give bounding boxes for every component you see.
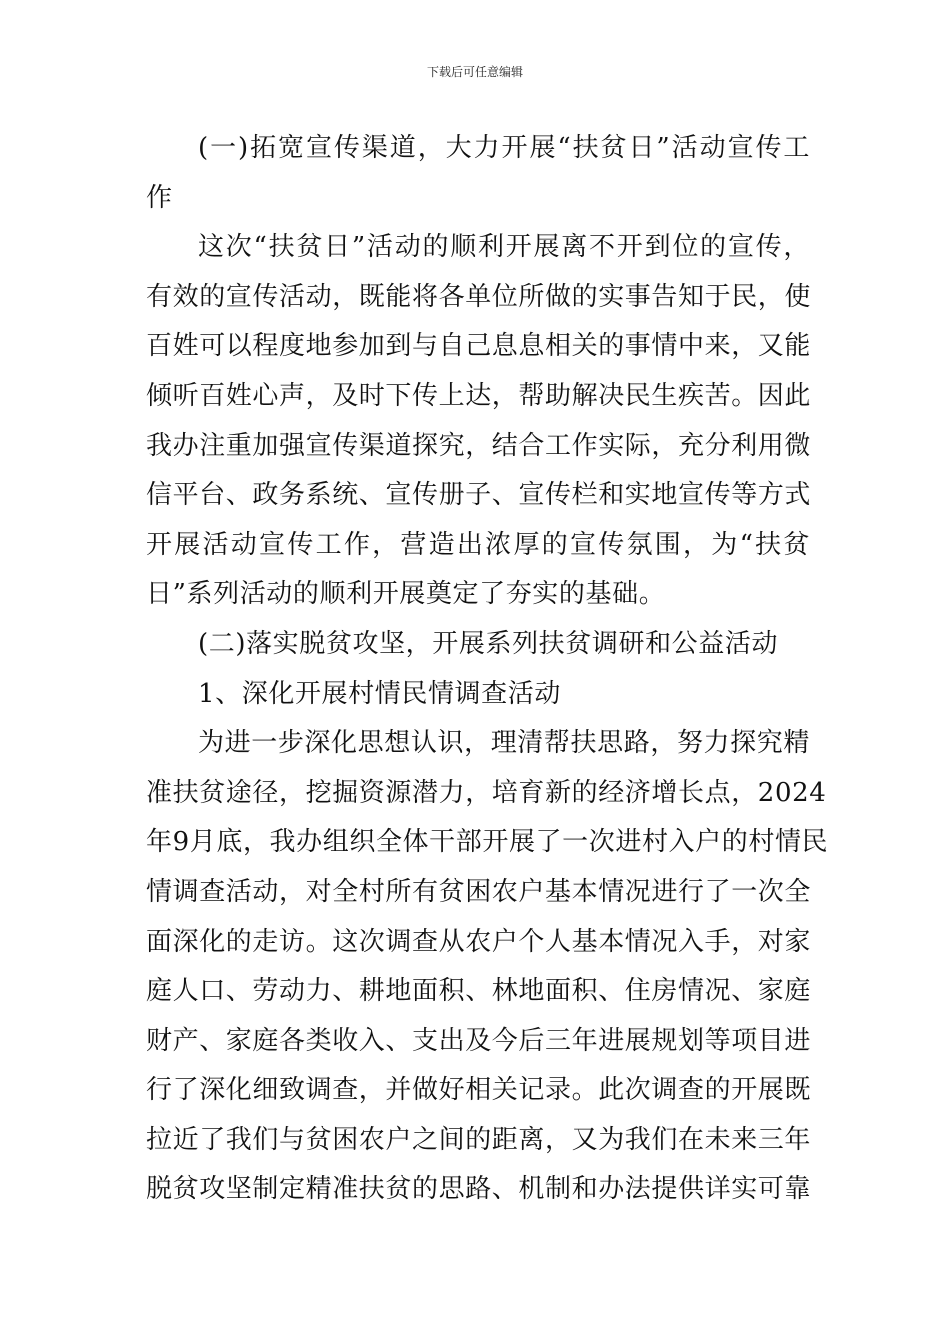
document-body: [146, 124, 829, 1215]
paragraph-2-line-2: 准扶贫途径，挖掘资源潜力，培育新的经济增长点，2024: [146, 777, 827, 808]
paragraph-2-line-4: 情调查活动，对全村所有贫困农户基本情况进行了一次全: [146, 876, 812, 907]
paragraph-1-line-1: 这次“扶贫日”活动的顺利开展离不开到位的宣传，: [198, 232, 810, 263]
subsection-heading-1: 1、深化开展村情民情调查活动: [198, 678, 561, 709]
paragraph-2-line-6: 庭人口、劳动力、耕地面积、林地面积、住房情况、家庭: [146, 976, 812, 1007]
section-heading-1-line-2: 作: [146, 182, 173, 213]
section-heading-1-line-1: (一)拓宽宣传渠道，大力开展“扶贫日”活动宣传工: [198, 133, 810, 163]
paragraph-1-line-7: 开展活动宣传工作，营造出浓厚的宣传氛围，为“扶贫: [146, 529, 810, 560]
paragraph-1-line-6: 信平台、政务系统、宣传册子、宣传栏和实地宣传等方式: [146, 480, 812, 511]
paragraph-2-line-7: 财产、家庭各类收入、支出及今后三年进展规划等项目进: [146, 1025, 812, 1056]
paragraph-1-line-5: 我办注重加强宣传渠道探究，结合工作实际，充分利用微: [146, 430, 812, 461]
paragraph-1-line-8: 日”系列活动的顺利开展奠定了夯实的基础。: [146, 579, 666, 610]
paragraph-2-line-3: 年9月底，我办组织全体干部开展了一次进村入户的村情民: [146, 827, 829, 858]
page-header: 下载后可任意编辑: [426, 65, 523, 79]
paragraph-2-line-9: 拉近了我们与贫困农户之间的距离，又为我们在未来三年: [146, 1124, 812, 1155]
section-heading-2: (二)落实脱贫攻坚，开展系列扶贫调研和公益活动: [198, 628, 779, 659]
paragraph-2-line-5: 面深化的走访。这次调查从农户个人基本情况入手，对家: [146, 926, 812, 957]
paragraph-2-line-10: 脱贫攻坚制定精准扶贫的思路、机制和办法提供详实可靠: [146, 1174, 812, 1205]
paragraph-2-line-8: 行了深化细致调查，并做好相关记录。此次调查的开展既: [146, 1075, 812, 1106]
paragraph-1-line-2: 有效的宣传活动，既能将各单位所做的实事告知于民，使: [146, 281, 812, 312]
paragraph-1-line-3: 百姓可以程度地参加到与自己息息相关的事情中来，又能: [146, 331, 812, 362]
paragraph-2-line-1: 为进一步深化思想认识，理清帮扶思路，努力探究精: [198, 728, 810, 759]
paragraph-1-line-4: 倾听百姓心声，及时下传上达，帮助解决民生疾苦。因此: [146, 380, 812, 411]
